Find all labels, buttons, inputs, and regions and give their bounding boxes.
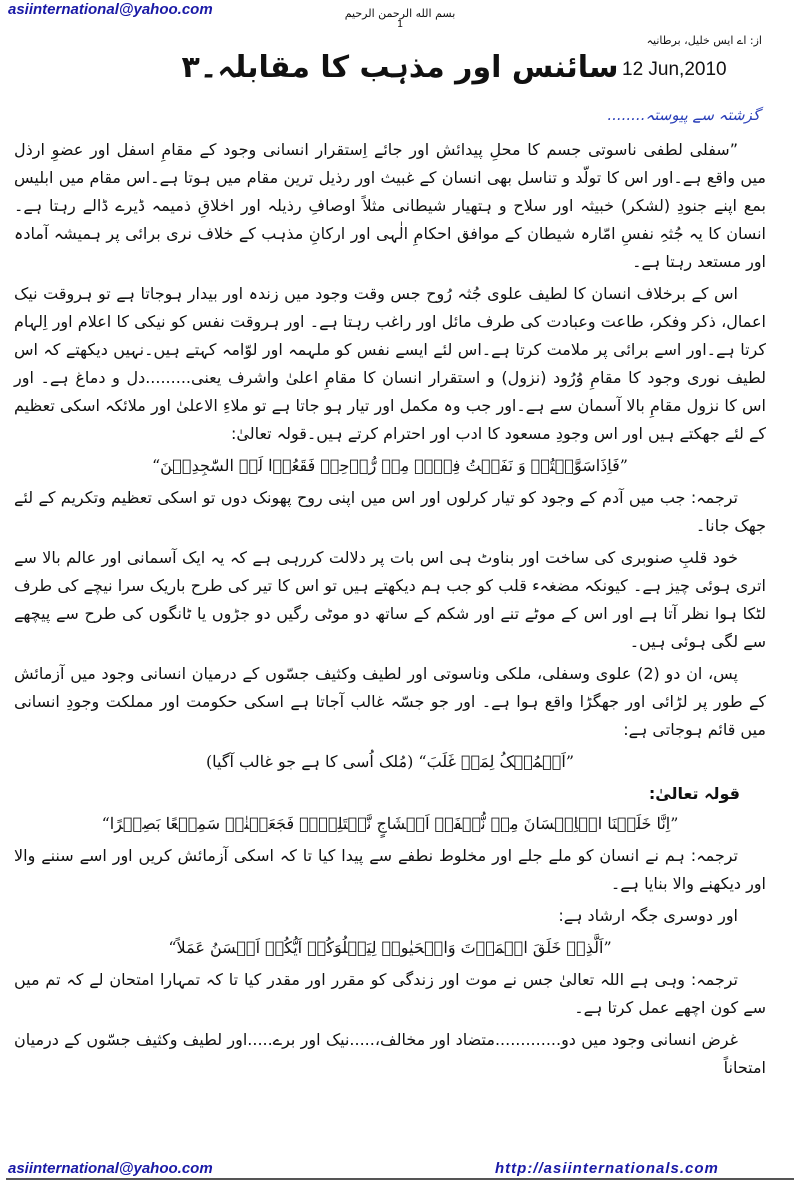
continued-label: گزشتہ سے پیوستہ........ [607, 106, 760, 124]
qaulahu-label: قولہ تعالیٰ: [648, 784, 740, 803]
article-body [14, 136, 766, 1086]
article-date: 12 Jun,2010 [622, 59, 727, 80]
paragraph-9: غرض انسانی وجود میں دو.............متضاد اور مخالف،.....نیک اور برے.....اور لطیف وکثیف جسّوں کے درمیان امتحاناً [14, 1030, 766, 1077]
paragraph-5: پس، ان دو (2) علوی وسفلی، ملکی وناسوتی اور لطیف وکثیف جسّوں کے درمیان انسانی وجود میں آزمائش کے طور پر لڑائی اور جھگڑا واقع ہوا ہے۔ اور جو جسّہ غالب آجاتا ہے اسکی حکومت اور مملکت وجودِ انسانی میں قائم ہوجاتی ہے: [14, 664, 766, 739]
translation-1: ترجمہ: جب میں آدم کے وجود کو تیار کرلوں اور اس میں اپنی روح پھونک دوں تو اسکی تعظیم وتکریم کے لئے جھک جانا۔ [14, 488, 766, 535]
paragraph-1: ”سفلی لطفی ناسوتی جسم کا محلِ پیدائش اور جائے اِستقرار انسانی وجود کے مقامِ اسفل اور عضوِ ارذل میں واقع ہے۔اور اس کا تولّد و تناسل بھی انسان کے غبیث اور رذیل ترین مقام میں ہوتا ہے۔اس مقام میں ابلیس بمع اپنے جنودِ (لشکر) خبیثہ اور سلاح و ہتھیار شیطانی مثلاً اوصافِ رذیلہ اور اخلاقِ ذمیمہ ڈیرے ڈالے رہتا ہے۔ انسان کا یہ جُثہِ نفسِ امّارہ شیطان کے موافق احکامِ الٰہی اور ارکانِ مذہب کے خلاف نری برائی پر ہمیشہ آمادہ اور مستعد رہتا ہے۔ [14, 140, 767, 271]
translation-3: ترجمہ: وہی ہے اللہ تعالیٰ جس نے موت اور زندگی کو مقرر اور مقدر کیا تا کہ تمہارا امتحان لے کہ تم میں سے کون اچھے عمل کرتا ہے۔ [14, 970, 766, 1017]
ayah-1: ”فَاِذَاسَوَّیۡتُہٗ وَ نَفَخۡتُ فِیۡہِ مِنۡ رُّوۡحِیۡ فَقَعُوۡا لَہٗ السّٰجِدِیۡنَ“ [152, 456, 628, 475]
ayah-2: ”اِنَّا خَلَقۡنَا الۡاِنۡسَانَ مِنۡ نُّطۡفَۃٍ اَمۡشَاجٍ نَّبۡتَلِیۡہِ فَجَعَلۡنٰہُ سَمِیۡعًا بَصِیۡرًا“ [101, 814, 679, 833]
paragraph-2: اس کے برخلاف انسان کا لطیف علوی جُثہ رُوح جس وقت وجود میں زندہ اور بیدار ہوجاتا ہے تو ہروقت نیک اعمال، ذکر وفکر، طاعت وعبادت کی طرف مائل اور راغب رہتا ہے۔ اور ہروقت نفس کو نیکی کا اعلام اور اِلہام کرتا ہے۔اور اسے برائی پر ملامت کرتا ہے۔اس لئے ایسے نفس کو ملہمہ اور لوّامہ کہتے ہیں۔نہیں دیکھتے کہ اس لطیف نوری وجود کا مقامِ وُرُود (نزول) و استقرار انسان کا مقامِ اعلیٰ واشرف یعنی.........دل و دماغ ہے۔ اور اس کا نزول مقامِ بالا آسمان سے ہے۔اور جب وہ مکمل اور تیار ہو جاتا ہے تو ملاءِ الاعلیٰ اور ملائکہ اسکی تعظیم کے لئے جھکتے ہیں اور اس وجودِ مسعود کا ادب اور احترام کرتے ہیں۔قولہ تعالیٰ: [14, 284, 766, 443]
quote-line: ”اَلۡمُلۡکُ لِمَنۡ غَلَبَ“ (مُلک اُسی کا ہے جو غالب آگیا) [205, 752, 575, 771]
page-number: 1 [396, 19, 404, 30]
footer-email[interactable]: asiinternational@yahoo.com [8, 1160, 213, 1177]
paragraph-7: اور دوسری جگہ ارشاد ہے: [558, 906, 738, 925]
ayah-3: ”اَلَّذِیۡ خَلَقَ الۡمَوۡتَ وَالۡحَیٰوۃَ لِیَبۡلُوَکُمۡ اَیُّکُمۡ اَحۡسَنُ عَمَلاً“ [168, 938, 612, 957]
author-line: از: اے ایس خلیل، برطانیہ [646, 34, 762, 47]
paragraph-4: خود قلبِ صنوبری کی ساخت اور بناوٹ ہی اس بات پر دلالت کررہی ہے کہ یہ ایک آسمانی اور عالم بالا سے اتری ہوئی چیز ہے۔ کیونکہ مضغہء قلب کو جب ہم دیکھتے ہیں تو اس کا تیر کی طرح باریک سرا نیچے کی طرف لٹکا ہوا نظر آتا ہے اور اس کے موٹے تنے اور شکم کے ساتھ دو موٹی رگیں دو جڑوں یا ٹانگوں کی طرح سے پیچھے سے لگی ہوئی ہیں۔ [14, 548, 766, 651]
translation-2: ترجمہ: ہم نے انسان کو ملے جلے اور مخلوط نطفے سے پیدا کیا تا کہ اسکی آزمائش کریں اور اسے سننے والا اور دیکھنے والا بنایا ہے۔ [14, 846, 766, 893]
header-email[interactable]: asiinternational@yahoo.com [8, 1, 213, 18]
footer-url[interactable]: http://asiinternationals.com [495, 1160, 719, 1177]
bismillah: بسم الله الرحمن الرحیم [344, 7, 456, 20]
footer-divider [6, 1178, 794, 1180]
page-title: سائنس اور مذہب کا مقابلہ۔۳ [181, 50, 619, 85]
